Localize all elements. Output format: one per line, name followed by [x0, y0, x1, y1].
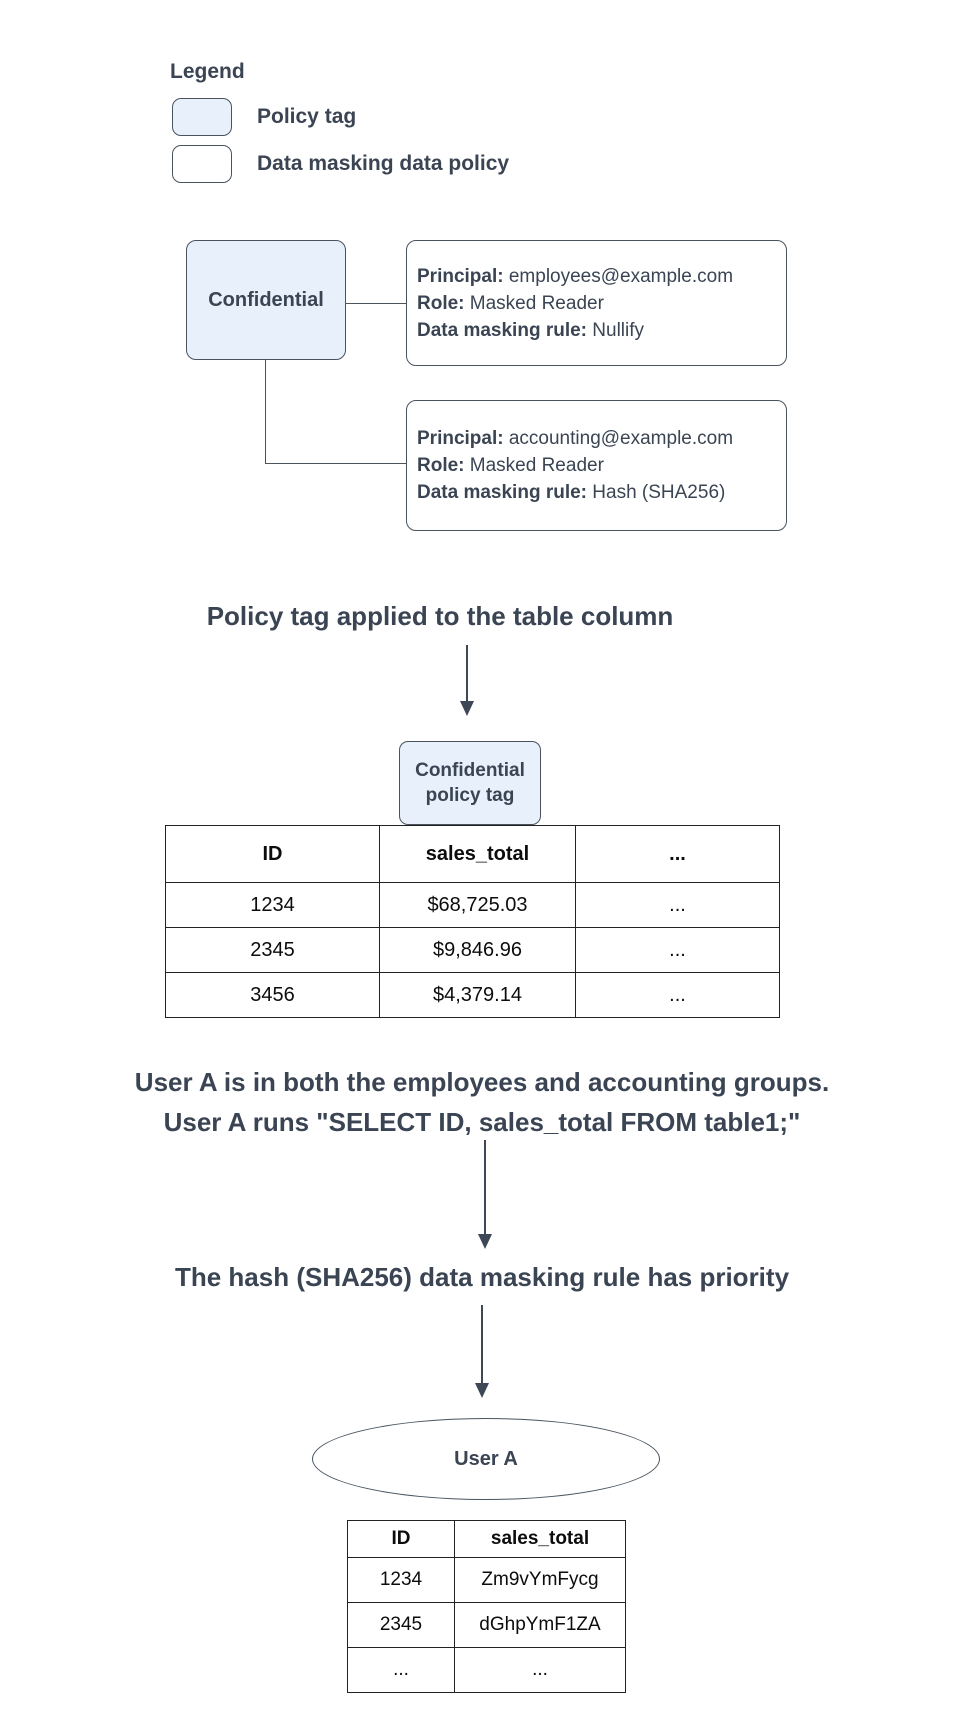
policy-tag-node-confidential: Confidential [186, 240, 346, 360]
user-query-caption [0, 1062, 964, 1142]
masked-result-table [347, 1520, 626, 1693]
confidential-policy-tag-badge: Confidential policy tag [399, 741, 541, 825]
table-cell: $9,846.96 [380, 928, 576, 973]
legend-policy-tag-label: Policy tag [257, 105, 357, 128]
table-cell: 1234 [166, 883, 380, 928]
table-row [348, 1603, 626, 1648]
down-arrow-1-head [460, 701, 474, 716]
column-header: sales_total [380, 826, 576, 883]
policy-line-rule: Data masking rule: Hash (SHA256) [417, 482, 726, 503]
policy-line-role: Role: Masked Reader [417, 292, 604, 314]
source-table [165, 825, 780, 1018]
caption-line-2: User A runs "SELECT ID, sales_total FROM table1;" [163, 1107, 801, 1137]
table-cell: 2345 [166, 928, 380, 973]
table-row [348, 1648, 626, 1693]
policy-line-principal: Principal: accounting@example.com [417, 428, 734, 449]
step1-heading: Policy tag applied to the table column [206, 601, 674, 631]
column-header: ID [166, 826, 380, 883]
policy-line-principal: Principal: employees@example.com [417, 265, 734, 287]
down-arrow-2-shaft [484, 1140, 486, 1236]
table-cell: 1234 [348, 1558, 455, 1603]
table-cell: ... [576, 973, 780, 1018]
connector-node-to-policy1 [346, 303, 406, 304]
table-cell: 2345 [348, 1603, 455, 1648]
table-cell: $68,725.03 [380, 883, 576, 928]
table-cell: ... [576, 883, 780, 928]
source-table-header-row [166, 826, 780, 883]
down-arrow-3-head [475, 1383, 489, 1398]
table-cell: ... [576, 928, 780, 973]
legend-data-policy-swatch [172, 145, 232, 183]
legend-policy-tag-swatch [172, 98, 232, 136]
table-row [166, 973, 780, 1018]
table-row [166, 928, 780, 973]
result-table-header-row [348, 1521, 626, 1558]
legend-data-policy-label: Data masking data policy [257, 152, 510, 175]
table-cell: $4,379.14 [380, 973, 576, 1018]
column-header: sales_total [455, 1521, 626, 1558]
user-a-node: User A [312, 1418, 660, 1500]
down-arrow-2-head [478, 1234, 492, 1249]
table-row [166, 883, 780, 928]
legend-title: Legend [170, 60, 245, 83]
table-cell: dGhpYmF1ZA [455, 1603, 626, 1648]
down-arrow-1-shaft [466, 645, 468, 703]
caption-line-1: User A is in both the employees and accounting groups. [134, 1067, 830, 1097]
column-header: ... [576, 826, 780, 883]
table-cell: 3456 [166, 973, 380, 1018]
policy-line-rule: Data masking rule: Nullify [417, 319, 645, 341]
table-cell: ... [348, 1648, 455, 1693]
table-row [348, 1558, 626, 1603]
down-arrow-3-shaft [481, 1305, 483, 1385]
table-cell: Zm9vYmFycg [455, 1558, 626, 1603]
column-header: ID [348, 1521, 455, 1558]
table-cell: ... [455, 1648, 626, 1693]
policy-line-role: Role: Masked Reader [417, 455, 604, 476]
data-policy-box-accounting [406, 400, 787, 531]
connector-node-to-policy2 [265, 463, 406, 464]
data-policy-box-employees [406, 240, 787, 366]
step2-heading: The hash (SHA256) data masking rule has priority [174, 1262, 790, 1292]
connector-node-down [265, 359, 266, 464]
